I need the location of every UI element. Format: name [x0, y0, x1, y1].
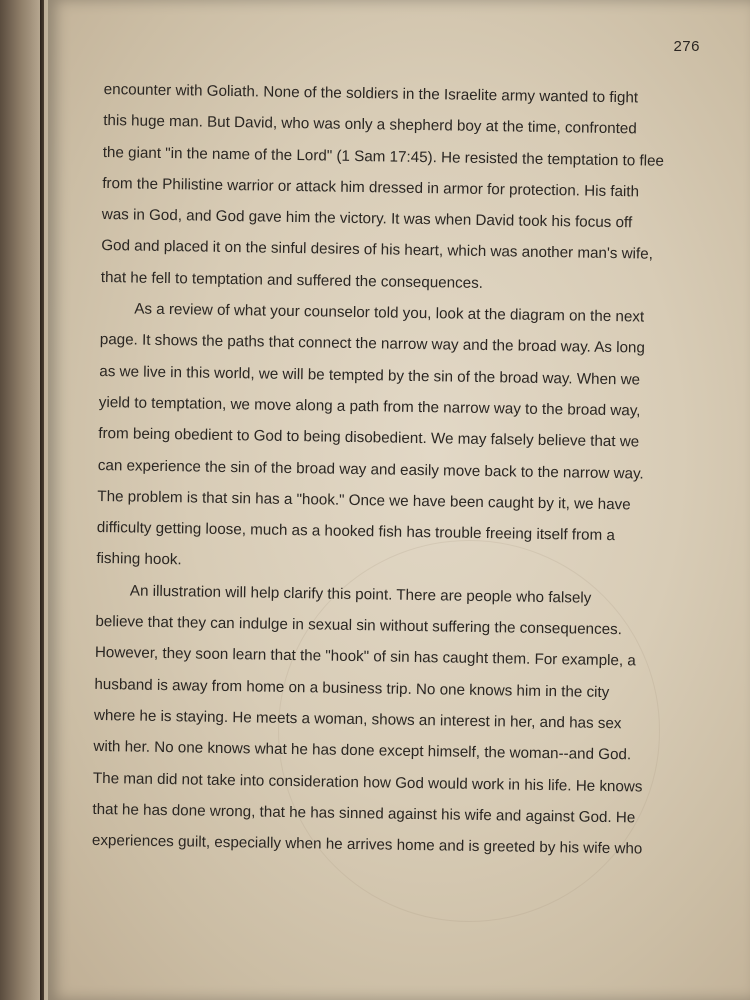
text-line: However, they soon learn that the "hook" of sin has caught them. For example, a [94, 644, 636, 670]
text-line: that he has done wrong, that he has sinned against his wife and against God. He [92, 800, 636, 827]
text-line: page. It shows the paths that connect the narrow way and the broad way. As long [99, 331, 646, 357]
text-line: The man did not take into consideration how God would work in his life. He knows [92, 769, 643, 796]
text-line: difficulty getting loose, much as a hooked fish has trouble freeing itself from a [96, 519, 616, 545]
text-line: believe that they can indulge in sexual sin without suffering the consequences. [95, 612, 623, 639]
page-number: 276 [673, 38, 700, 55]
text-line: from being obedient to God to being disobedient. We may falsely believe that we [98, 425, 640, 451]
text-line: where he is staying. He meets a woman, shows an interest in her, and has sex [93, 706, 622, 733]
book-spine-edge [0, 0, 52, 1000]
text-line: can experience the sin of the broad way and easily move back to the narrow way. [97, 456, 644, 483]
text-line: as we live in this world, we will be tempted by the sin of the broad way. When we [99, 362, 641, 389]
text-line: that he fell to temptation and suffered the consequences. [100, 268, 484, 292]
body-text [92, 74, 714, 866]
text-line: The problem is that sin has a "hook." Once we have been caught by it, we have [97, 487, 631, 514]
text-line: experiences guilt, especially when he arrives home and is greeted by his wife who [91, 832, 643, 858]
text-line: this huge man. But David, who was only a shepherd boy at the time, confronted [103, 112, 637, 138]
text-line: from the Philistine warrior or attack him dressed in armor for protection. His faith [102, 174, 640, 201]
text-line: yield to temptation, we move along a path from the narrow way to the broad way, [98, 393, 641, 420]
text-line: fishing hook. [96, 550, 182, 569]
text-line: An illustration will help clarify this point. There are people who falsely [129, 582, 592, 607]
text-line: was in God, and God gave him the victory. It was when David took his focus off [101, 206, 633, 232]
text-line: the giant "in the name of the Lord" (1 Sam 17:45). He resisted the temptation to flee [102, 143, 665, 170]
text-line: husband is away from home on a business trip. No one knows him in the city [94, 675, 610, 701]
book-page [48, 0, 750, 1000]
text-line: encounter with Goliath. None of the soldiers in the Israelite army wanted to fight [103, 80, 639, 107]
binding-shadow [40, 0, 44, 1000]
text-line: As a review of what your counselor told you, look at the diagram on the next [134, 300, 645, 326]
text-line: with her. No one knows what he has done except himself, the woman--and God. [93, 738, 632, 764]
text-line: God and placed it on the sinful desires of his heart, which was another man's wife, [101, 237, 654, 264]
